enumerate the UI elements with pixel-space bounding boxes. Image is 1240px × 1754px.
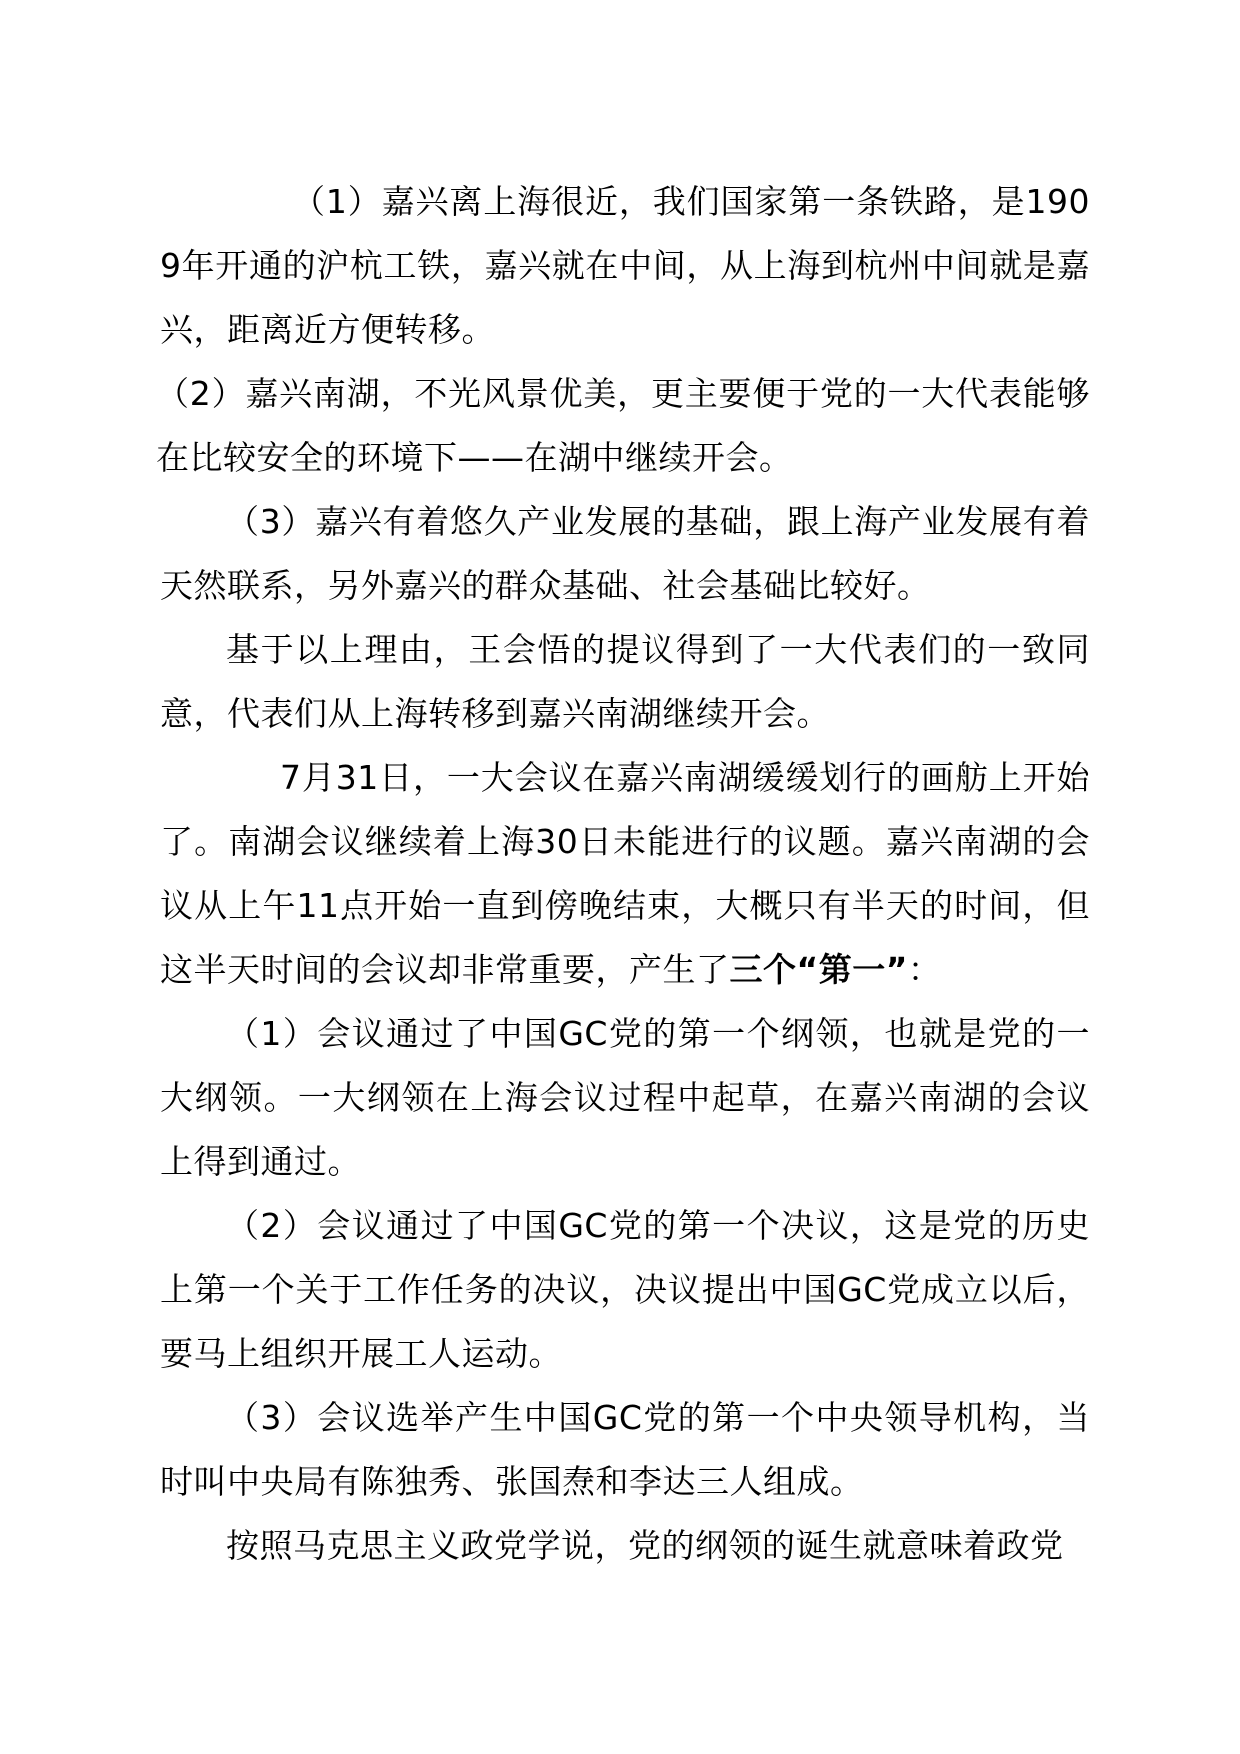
- paragraph-jiaxing-reason-1: （1）嘉兴离上海很近，我们国家第一条铁路，是1909年开通的沪杭工铁，嘉兴就在中间，从上海到杭州中间就是嘉兴，距离近方便转移。: [160, 182, 1090, 349]
- paragraph-first-resolution: （2）会议通过了中国GC党的第一个决议，这是党的历史上第一个关于工作任务的决议，决议提出中国GC党成立以后，要马上组织开展工人运动。: [160, 1206, 1090, 1373]
- paragraph-july-31: [160, 746, 1090, 1002]
- paragraph-conclusion: 基于以上理由，王会悟的提议得到了一大代表们的一致同意，代表们从上海转移到嘉兴南湖继续开会。: [160, 630, 1090, 733]
- document-page: [156, 170, 1090, 1578]
- three-firsts-emphasis: 三个“第一”: [729, 950, 908, 989]
- paragraph-marxism: 按照马克思主义政党学说，党的纲领的诞生就意味着政党: [226, 1526, 1064, 1565]
- july-31-colon: ：: [907, 950, 942, 989]
- paragraph-first-program: （1）会议通过了中国GC党的第一个纲领，也就是党的一大纲领。一大纲领在上海会议过程中起草，在嘉兴南湖的会议上得到通过。: [160, 1014, 1090, 1181]
- paragraph-jiaxing-reason-2: （2）嘉兴南湖，不光风景优美，更主要便于党的一大代表能够在比较安全的环境下——在湖中继续开会。: [156, 374, 1090, 477]
- july-31-text: 7月31日，一大会议在嘉兴南湖缓缓划行的画舫上开始了。南湖会议继续着上海30日未能进行的议题。嘉兴南湖的会议从上午11点开始一直到傍晚结束，大概只有半天的时间，但这半天时间的会议却非常重要，产生了: [160, 758, 1090, 989]
- paragraph-first-leadership: （3）会议选举产生中国GC党的第一个中央领导机构，当时叫中央局有陈独秀、张国焘和李达三人组成。: [160, 1398, 1090, 1501]
- paragraph-jiaxing-reason-3: （3）嘉兴有着悠久产业发展的基础，跟上海产业发展有着天然联系，另外嘉兴的群众基础、社会基础比较好。: [160, 502, 1090, 605]
